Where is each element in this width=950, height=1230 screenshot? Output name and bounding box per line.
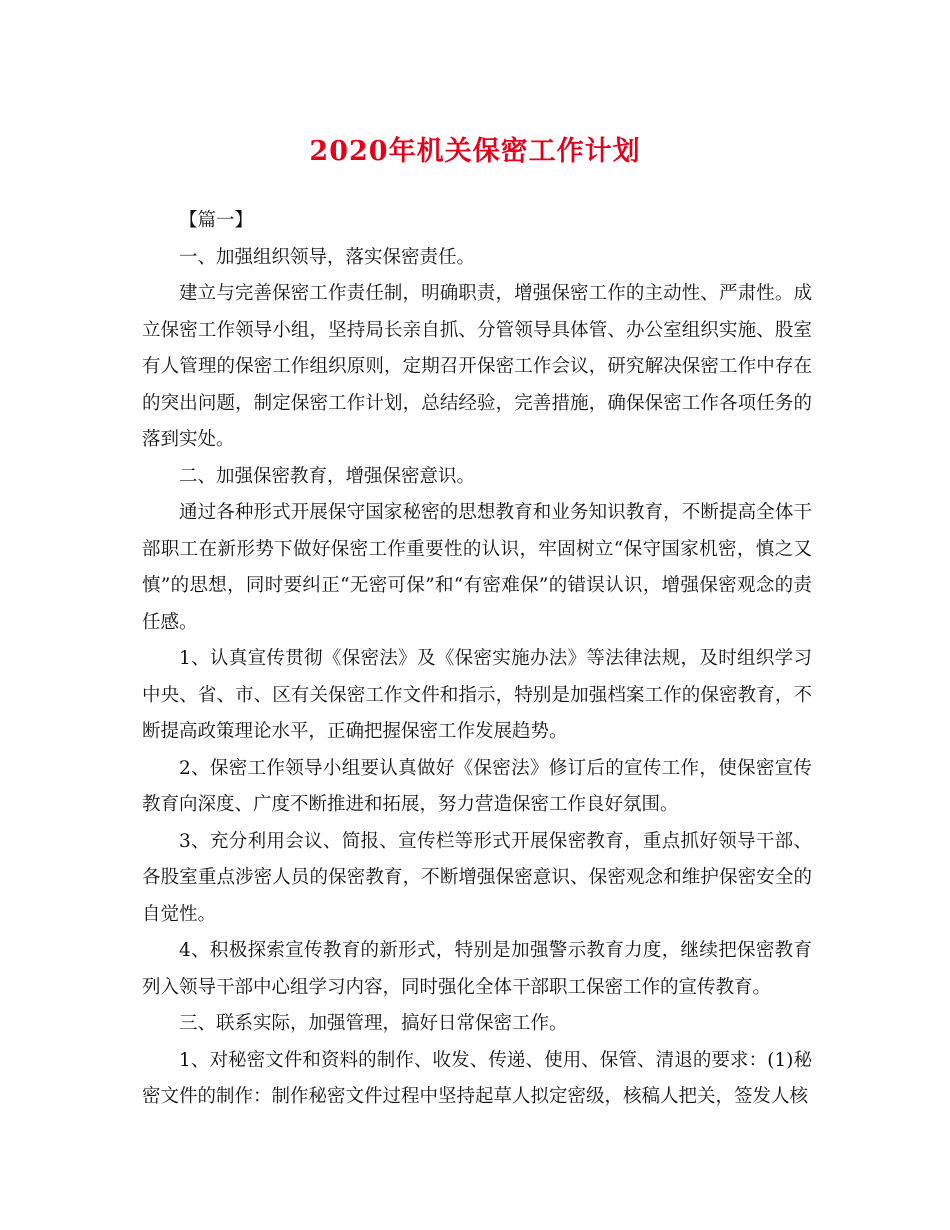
- paragraph: 三、联系实际，加强管理，搞好日常保密工作。: [179, 1013, 568, 1034]
- paragraph: 一、加强组织领导，落实保密责任。: [179, 246, 476, 268]
- paragraph: 1、认真宣传贯彻《保密法》及《保密实施办法》等法律法规，及时组织学习中央、省、市、区有关保密工作文件和指示，特别是加强档案工作的保密教育，不断提高政策理论水平，正确把握保密工作发展趋势。: [142, 648, 812, 742]
- paragraph: 1、对秘密文件和资料的制作、收发、传递、使用、保管、清退的要求：(1)秘密文件的制作：制作秘密文件过程中坚持起草人拟定密级，核稿人把关，签发人核: [142, 1049, 812, 1107]
- paragraph: 4、积极探索宣传教育的新形式，特别是加强警示教育力度，继续把保密教育列入领导干部中心组学习内容，同时强化全体干部职工保密工作的宣传教育。: [142, 940, 812, 998]
- paragraph: 通过各种形式开展保守国家秘密的思想教育和业务知识教育，不断提高全体干部职工在新形势下做好保密工作重要性的认识，牢固树立“保守国家机密，慎之又慎”的思想，同时要纠正“无密可保”和“有密难保”的错误认识，增强保密观念的责任感。: [142, 502, 812, 633]
- paragraph: 二、加强保密教育，增强保密意识。: [179, 465, 476, 487]
- paragraph: 2、保密工作领导小组要认真做好《保密法》修订后的宣传工作，使保密宣传教育向深度、广度不断推进和拓展，努力营造保密工作良好氛围。: [142, 757, 812, 815]
- paragraph: 3、充分利用会议、简报、宣传栏等形式开展保密教育，重点抓好领导干部、各股室重点涉密人员的保密教育，不断增强保密意识、保密观念和维护保密安全的自觉性。: [142, 830, 812, 925]
- document-title: 2020年机关保密工作计划: [309, 136, 641, 167]
- paragraph: 【篇一】: [179, 210, 254, 231]
- document-body: [142, 203, 812, 1116]
- paragraph: 建立与完善保密工作责任制，明确职责，增强保密工作的主动性、严肃性。成立保密工作领导小组，坚持局长亲自抓、分管领导具体管、办公室组织实施、股室有人管理的保密工作组织原则，定期召开保密工作会议，研究解决保密工作中存在的突出问题，制定保密工作计划，总结经验，完善措施，确保保密工作各项任务的落到实处。: [142, 283, 812, 450]
